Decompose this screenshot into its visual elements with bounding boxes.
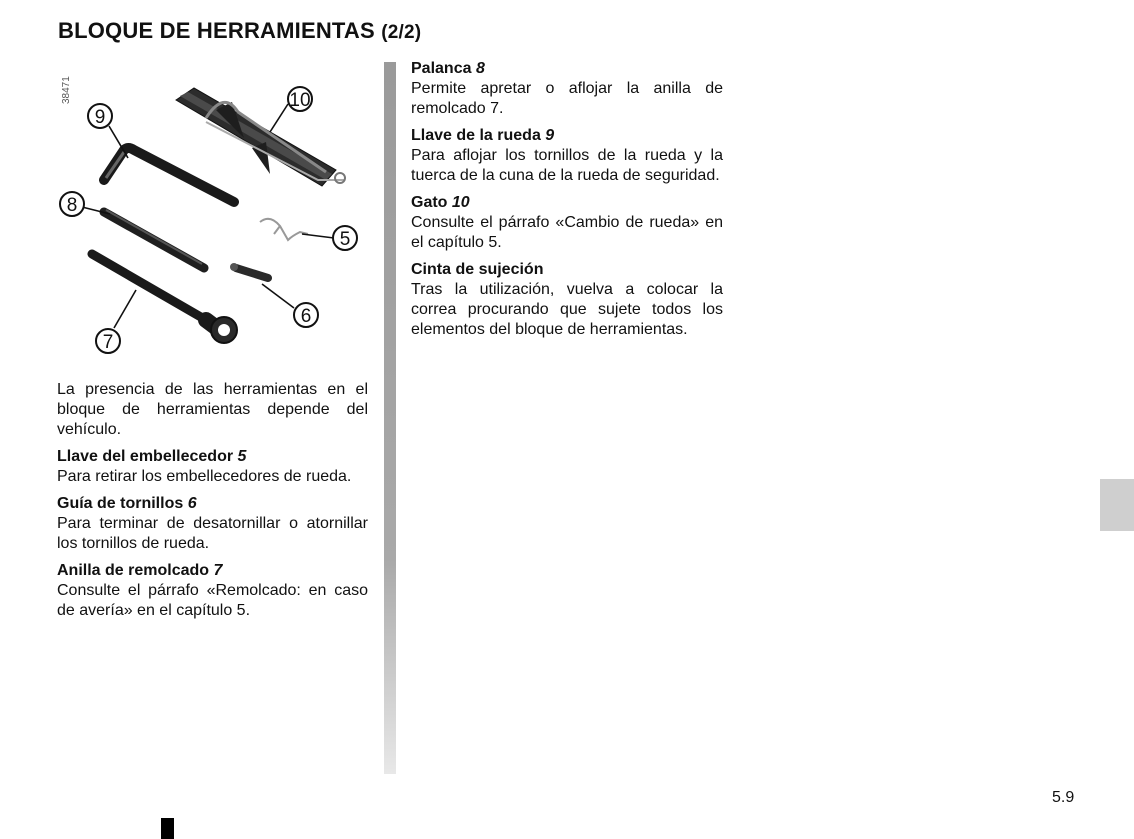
item-heading — [411, 59, 723, 79]
item-heading — [57, 561, 368, 581]
callout-5 — [333, 226, 357, 250]
item-ref: 6 — [187, 495, 197, 512]
item-heading — [411, 260, 723, 280]
item-heading — [411, 126, 723, 146]
item-ref: 10 — [451, 194, 470, 211]
item-title: Llave del embellecedor — [57, 448, 238, 465]
callout-5-label: 5 — [339, 229, 351, 250]
callout-9 — [88, 104, 112, 128]
item-ref: 8 — [475, 60, 485, 77]
item-text: Consulte el párrafo «Cambio de rueda» en el capítulo 5. — [411, 214, 723, 251]
callout-6-label: 6 — [300, 306, 312, 327]
item-title: Llave de la rueda — [411, 127, 546, 144]
left-column — [57, 380, 368, 628]
item-lever — [411, 59, 723, 119]
page-title-pages: (2/2) — [381, 22, 422, 43]
figure-id: 38471 — [61, 76, 72, 104]
item-title: Anilla de remolcado — [57, 562, 214, 579]
item-wheel-wrench — [411, 126, 723, 186]
item-text: Para terminar de desatornillar o atornillar los tornillos de rueda. — [57, 515, 368, 552]
item-text: Para aflojar los tornillos de la rueda y la tuerca de la cuna de la rueda de seguridad. — [411, 147, 723, 184]
item-jack — [411, 193, 723, 253]
callout-7 — [96, 329, 120, 353]
item-text: Para retirar los embellecedores de rueda. — [57, 468, 352, 485]
page-number: 5.9 — [1052, 789, 1075, 806]
chapter-tab-marker — [1100, 479, 1134, 531]
item-text: Tras la utilización, vuelva a colocar la correa procurando que sujete todos los elementos del bloque de herramientas. — [411, 281, 723, 338]
hubcap-key-drawing — [260, 219, 308, 240]
print-mark — [161, 818, 174, 839]
column-divider — [384, 62, 396, 774]
item-text: Permite apretar o aflojar la anilla de remolcado 7. — [411, 80, 723, 117]
lever-drawing — [104, 210, 204, 268]
item-heading — [411, 193, 723, 213]
item-hubcap-key — [57, 447, 368, 487]
item-title: Cinta de sujeción — [411, 261, 544, 278]
item-title: Guía de tornillos — [57, 495, 188, 512]
callout-9-label: 9 — [94, 107, 106, 128]
item-screw-guide — [57, 494, 368, 554]
item-title: Palanca — [411, 60, 476, 77]
jack-drawing — [176, 88, 345, 186]
item-towing-eye — [57, 561, 368, 621]
callout-7-label: 7 — [102, 332, 114, 353]
callout-10-label: 10 — [289, 90, 311, 111]
page-title-text: BLOQUE DE HERRAMIENTAS — [58, 18, 375, 43]
callout-6 — [294, 303, 318, 327]
right-column — [411, 59, 723, 347]
item-ref: 5 — [237, 448, 247, 465]
wheel-wrench-drawing — [104, 148, 234, 202]
item-text: Consulte el párrafo «Remolcado: en caso de avería» en el capítulo 5. — [57, 582, 368, 619]
callout-8-label: 8 — [66, 195, 78, 216]
screw-guide-drawing — [230, 263, 268, 278]
item-ref: 9 — [545, 127, 555, 144]
item-heading — [57, 447, 368, 467]
tool-kit-illustration — [56, 62, 372, 362]
item-ref: 7 — [213, 562, 223, 579]
intro-paragraph: La presencia de las herramientas en el bloque de herramientas depende del vehículo. — [57, 381, 368, 438]
callout-10 — [288, 87, 312, 111]
item-title: Gato — [411, 194, 452, 211]
item-heading — [57, 494, 368, 514]
callout-8 — [60, 192, 84, 216]
page-title — [58, 18, 421, 44]
item-strap — [411, 260, 723, 340]
